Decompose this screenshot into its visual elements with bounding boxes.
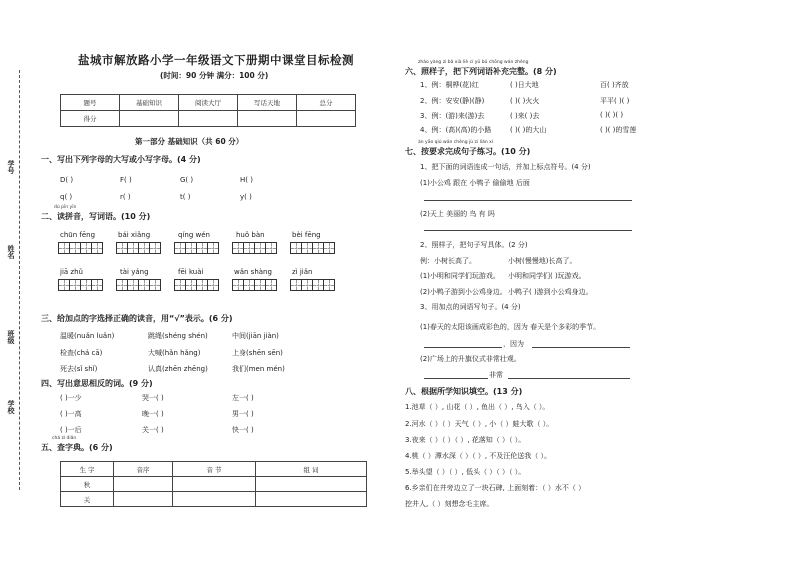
answer-line[interactable] <box>508 378 630 379</box>
writing-grid[interactable] <box>290 279 334 291</box>
q1-item: t( ) <box>180 193 191 201</box>
dict-cell[interactable] <box>173 492 256 507</box>
q3-item: 死去(sǐ shǐ) <box>60 365 98 373</box>
q4-item: 晚一( ) <box>142 410 164 418</box>
answer-line[interactable] <box>424 347 502 348</box>
answer-line[interactable] <box>424 200 632 201</box>
q7-line: 例：小树长高了。 <box>420 257 476 265</box>
pinyin-prompt: bái xiǎng <box>118 231 151 239</box>
q6-pinyin: zhào yàng zi bǎ xià liè cí yǔ bǔ chōng wán zhěng <box>418 60 529 65</box>
score-cell[interactable] <box>120 111 179 127</box>
q3-item: 中间(jiān jiàn) <box>232 332 279 340</box>
answer-line[interactable] <box>424 230 632 231</box>
binding-margin <box>0 0 40 561</box>
q6-example: 2、例：安安(静)(静) <box>420 97 485 105</box>
q4-item: ( )一后 <box>60 426 82 434</box>
q1-item: y( ) <box>240 193 252 201</box>
cut-line <box>19 70 20 490</box>
score-row-label: 得分 <box>61 111 120 127</box>
q8-item: 2.河水（ ）（ ）天气（ ）, 小（ ）蛙大歌（ ）。 <box>405 420 554 428</box>
pinyin-prompt: bèi fēng <box>292 231 321 239</box>
pinyin-prompt: tài yáng <box>120 268 149 276</box>
q3-title: 三、给加点的字选择正确的读音，用“√”表示。(6 分) <box>41 314 233 323</box>
pinyin-prompt: zì jiǎn <box>292 268 313 276</box>
dict-char: 秋 <box>61 477 114 492</box>
exam-info: (时间：90 分钟 满分：100 分) <box>160 71 269 80</box>
q6-example: 1、例：桐桦(花)红 <box>420 81 479 89</box>
q6-blank: ( )来( )去 <box>510 112 540 120</box>
q1-item: q( ) <box>60 193 73 201</box>
q3-item: 上身(shēn sēn) <box>232 349 283 357</box>
q7-sub: 2、照样子，把句子写具体。(2 分) <box>420 241 528 249</box>
q7-sub: 3、用加点的词语写句子。(4 分) <box>420 303 521 311</box>
writing-grid[interactable] <box>232 279 276 291</box>
q1-item: r( ) <box>120 193 131 201</box>
q8-item: 4.桃（ ）潭水深（ ）（ ）, 不及汪伦送我（ ）。 <box>405 452 552 460</box>
q4-item: ( )一少 <box>60 394 82 402</box>
writing-grid[interactable] <box>174 279 218 291</box>
q7-line: 小树(慢慢地)长高了。 <box>508 257 577 265</box>
dict-cell[interactable] <box>256 492 367 507</box>
q6-blank: ( )日大地 <box>510 81 539 89</box>
score-cell[interactable] <box>297 111 356 127</box>
score-header: 阅读大厅 <box>179 95 238 111</box>
q2-pinyin: dú pīn yīn <box>54 205 77 210</box>
q7-line: ，因为 <box>503 340 524 348</box>
part-heading: 第一部分 基础知识（共 60 分） <box>135 137 244 146</box>
q1-item: D( ) <box>60 176 74 184</box>
pinyin-prompt: huǒ bàn <box>236 231 265 239</box>
pinyin-prompt: qíng wén <box>178 231 210 239</box>
q1-item: F( ) <box>120 176 132 184</box>
q4-item: ( )一高 <box>60 410 82 418</box>
q8-item: 挖井人,（ ）刻想念毛主席。 <box>405 500 494 508</box>
dict-header: 音序 <box>114 462 173 477</box>
score-header: 写话天地 <box>238 95 297 111</box>
q7-line: (1)小公鸡 跟在 小鸭子 偷偷地 后面 <box>420 179 530 187</box>
q6-blank: ( )( )火火 <box>510 97 540 105</box>
dict-cell[interactable] <box>173 477 256 492</box>
page-title: 盐城市解放路小学一年级语文下册期中课堂目标检测 <box>78 53 354 67</box>
q7-line: 小鸭子( )游到小公鸡身边。 <box>508 288 593 296</box>
q3-item: 大喊(hǎn hǎng) <box>148 349 201 357</box>
q1-item: H( ) <box>240 176 253 184</box>
score-header: 总分 <box>297 95 356 111</box>
pinyin-prompt: jiā zhǔ <box>60 268 83 276</box>
writing-grid[interactable] <box>232 242 276 254</box>
dict-cell[interactable] <box>114 492 173 507</box>
q4-item: 关一( ) <box>142 426 164 434</box>
pinyin-prompt: fēi kuài <box>178 268 204 276</box>
q5-title: 五、查字典。(6 分) <box>41 443 113 452</box>
q7-line: (1)小明和同学们玩游戏。 <box>420 272 500 280</box>
label-school: 学校 <box>7 400 15 414</box>
q1-item: G( ) <box>180 176 194 184</box>
pinyin-prompt: chūn fēng <box>60 231 96 239</box>
label-student-id: 学号 <box>7 160 15 174</box>
q8-item: 3.夜来（ ）（ ）（ ）, 花落知（ ）（ ）。 <box>405 436 526 444</box>
score-header: 基础知识 <box>120 95 179 111</box>
q3-item: 跳绳(shéng shén) <box>148 332 208 340</box>
writing-grid[interactable] <box>290 242 334 254</box>
answer-line[interactable] <box>424 378 488 379</box>
q8-item: 1.池草（ ）, 山花（ ）, 鱼出（ ）, 鸟入（ ）。 <box>405 403 550 411</box>
q8-item: 5.举头望（ ）（ ）, 低头（ ）（ ）（ ）。 <box>405 468 526 476</box>
writing-grid[interactable] <box>58 242 102 254</box>
q1-title: 一、写出下列字母的大写或小写字母。(4 分) <box>41 155 201 164</box>
writing-grid[interactable] <box>174 242 218 254</box>
q4-title: 四、写出意思相反的词。(9 分) <box>41 379 153 388</box>
score-header: 题号 <box>61 95 120 111</box>
dictionary-table <box>60 461 367 507</box>
q8-item: 6.乡亲们在井旁边立了一块石碑, 上面刻着：（ ）水不（ ） <box>405 484 586 492</box>
q5-pinyin: chá zì diǎn <box>52 436 77 441</box>
q3-item: 温暖(nuǎn luǎn) <box>60 332 115 340</box>
q7-pinyin: àn yāo qiú wán chéng jù zi liàn xí <box>418 140 494 145</box>
q6-blank: 百( )齐放 <box>600 81 629 89</box>
score-cell[interactable] <box>238 111 297 127</box>
q4-item: 左一( ) <box>232 394 254 402</box>
dict-cell[interactable] <box>256 477 367 492</box>
q3-item: 检查(chá cā) <box>60 349 103 357</box>
dict-header: 音 节 <box>173 462 256 477</box>
q4-item: 男一( ) <box>232 410 254 418</box>
pinyin-prompt: wǎn shàng <box>234 268 272 276</box>
q7-line: 非常 <box>489 371 503 379</box>
q7-line: (2)广场上的升旗仪式非常壮观。 <box>420 355 521 363</box>
q7-line: (1)春天的太阳该画成彩色的，因为 春天是个多彩的季节。 <box>420 323 601 331</box>
answer-line[interactable] <box>532 347 630 348</box>
label-class: 班级 <box>7 330 15 344</box>
q7-sub: 1、把下面的词语连成一句话，并加上标点符号。(4 分) <box>420 163 591 171</box>
score-cell[interactable] <box>179 111 238 127</box>
writing-grid[interactable] <box>116 242 160 254</box>
q8-title: 八、根据所学知识填空。(13 分) <box>405 387 523 396</box>
q4-item: 快一( ) <box>232 426 254 434</box>
q6-example: 3、例：(游)来(游)去 <box>420 112 485 120</box>
score-table <box>60 94 356 127</box>
q6-blank: ( )( )( ) <box>600 111 624 119</box>
q7-line: (2)小鸭子游到小公鸡身边。 <box>420 288 507 296</box>
dict-char: 关 <box>61 492 114 507</box>
q3-item: 认真(zhēn zhēng) <box>148 365 208 373</box>
dict-header: 组 词 <box>256 462 367 477</box>
q7-title: 七、按要求完成句子练习。(10 分) <box>405 147 531 156</box>
q7-line: 小明和同学们( )玩游戏。 <box>508 272 586 280</box>
writing-grid[interactable] <box>116 279 160 291</box>
q6-example: 4、例：(高)(高)的小路 <box>420 126 492 134</box>
q2-title: 二、读拼音，写词语。(10 分) <box>41 212 151 221</box>
q6-blank: ( )( )的雪莲 <box>600 126 637 134</box>
q6-blank: ( )( )的大山 <box>510 126 547 134</box>
q7-line: (2)天上 美丽的 鸟 有 吗 <box>420 210 495 218</box>
q6-title: 六、照样子，把下列词语补充完整。(8 分) <box>405 67 557 76</box>
q3-item: 我们(men mén) <box>232 365 285 373</box>
writing-grid[interactable] <box>58 279 102 291</box>
q4-item: 哭一( ) <box>142 394 164 402</box>
label-name: 姓名 <box>7 245 15 259</box>
dict-cell[interactable] <box>114 477 173 492</box>
dict-header: 生 字 <box>61 462 114 477</box>
q6-blank: 平平( )( ) <box>600 97 630 105</box>
